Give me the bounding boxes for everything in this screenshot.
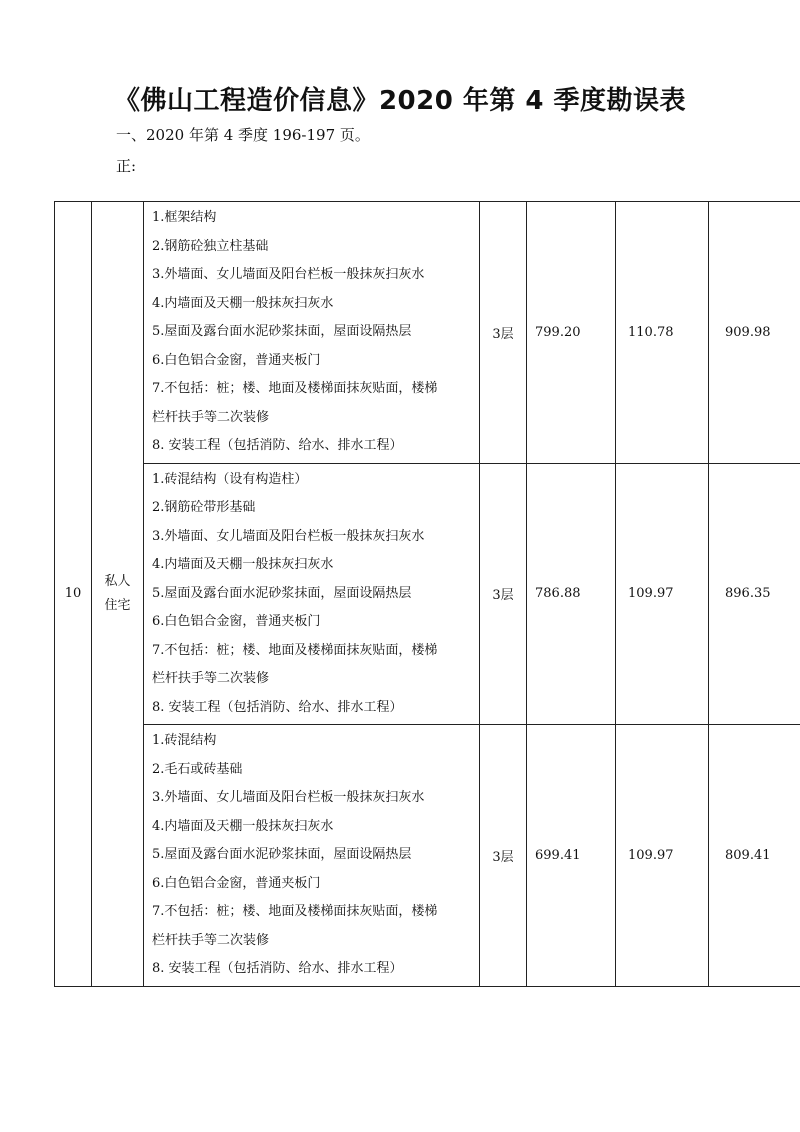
value-cell: 110.78 bbox=[616, 202, 709, 464]
floors-cell: 3层 bbox=[480, 463, 527, 725]
description-line: 2.毛石或砖基础 bbox=[152, 761, 243, 777]
document-title: 《佛山工程造价信息》2020 年第 4 季度勘误表 bbox=[113, 86, 687, 116]
correction-label: 正: bbox=[116, 157, 137, 175]
description-line: 3.外墙面、女儿墙面及阳台栏板一般抹灰扫灰水 bbox=[152, 528, 425, 544]
errata-table bbox=[54, 201, 800, 987]
value-cell: 809.41 bbox=[709, 725, 800, 987]
value-cell: 909.98 bbox=[709, 202, 800, 464]
description-line: 1.砖混结构（设有构造柱） bbox=[152, 471, 308, 487]
description-line: 1.砖混结构 bbox=[152, 733, 217, 748]
description-line: 4.内墙面及天棚一般抹灰扫灰水 bbox=[152, 295, 334, 311]
value-cell: 109.97 bbox=[616, 463, 709, 725]
description-line: 8. 安装工程（包括消防、给水、排水工程） bbox=[152, 699, 403, 715]
category-cell bbox=[92, 202, 144, 987]
description-cell bbox=[144, 202, 480, 464]
description-line: 2.钢筋砼带形基础 bbox=[152, 500, 256, 515]
description-line: 栏杆扶手等二次装修 bbox=[152, 671, 270, 686]
row-number-cell: 10 bbox=[55, 202, 92, 987]
value-cell: 786.88 bbox=[527, 463, 616, 725]
value-cell: 896.35 bbox=[709, 463, 800, 725]
description-line: 栏杆扶手等二次装修 bbox=[152, 409, 270, 425]
value-cell: 109.97 bbox=[616, 725, 709, 987]
description-line: 5.屋面及露台面水泥砂浆抹面，屋面设隔热层 bbox=[152, 585, 412, 601]
description-line: 4.内墙面及天棚一般抹灰扫灰水 bbox=[152, 818, 334, 834]
description-line: 7.不包括：桩；楼、地面及楼梯面抹灰贴面，楼梯 bbox=[152, 904, 438, 919]
table-row bbox=[55, 725, 800, 987]
category-line: 住宅 bbox=[104, 597, 131, 613]
floors-cell: 3层 bbox=[480, 725, 527, 987]
description-line: 8. 安装工程（包括消防、给水、排水工程） bbox=[152, 961, 403, 976]
description-line: 8. 安装工程（包括消防、给水、排水工程） bbox=[152, 438, 403, 453]
description-line: 4.内墙面及天棚一般抹灰扫灰水 bbox=[152, 557, 334, 572]
description-line: 栏杆扶手等二次装修 bbox=[152, 932, 270, 948]
description-line: 3.外墙面、女儿墙面及阳台栏板一般抹灰扫灰水 bbox=[152, 267, 425, 282]
description-line: 3.外墙面、女儿墙面及阳台栏板一般抹灰扫灰水 bbox=[152, 790, 425, 805]
description-line: 5.屋面及露台面水泥砂浆抹面，屋面设隔热层 bbox=[152, 324, 412, 339]
description-cell bbox=[144, 725, 480, 987]
description-line: 5.屋面及露台面水泥砂浆抹面，屋面设隔热层 bbox=[152, 847, 412, 862]
table-row bbox=[55, 463, 800, 725]
description-line: 7.不包括：桩；楼、地面及楼梯面抹灰贴面，楼梯 bbox=[152, 642, 438, 658]
description-line: 6.白色铝合金窗，普通夹板门 bbox=[152, 875, 321, 891]
description-line: 7.不包括：桩；楼、地面及楼梯面抹灰贴面，楼梯 bbox=[152, 381, 438, 396]
description-line: 1.框架结构 bbox=[152, 210, 217, 225]
value-cell: 699.41 bbox=[527, 725, 616, 987]
section-heading: 一、2020 年第 4 季度 196-197 页。 bbox=[116, 126, 370, 144]
description-line: 6.白色铝合金窗，普通夹板门 bbox=[152, 352, 321, 368]
value-cell: 799.20 bbox=[527, 202, 616, 464]
description-line: 6.白色铝合金窗，普通夹板门 bbox=[152, 614, 321, 629]
floors-cell: 3层 bbox=[480, 202, 527, 464]
table-row bbox=[55, 202, 800, 464]
description-line: 2.钢筋砼独立柱基础 bbox=[152, 238, 269, 254]
category-line: 私人 bbox=[104, 573, 131, 589]
description-cell bbox=[144, 463, 480, 725]
